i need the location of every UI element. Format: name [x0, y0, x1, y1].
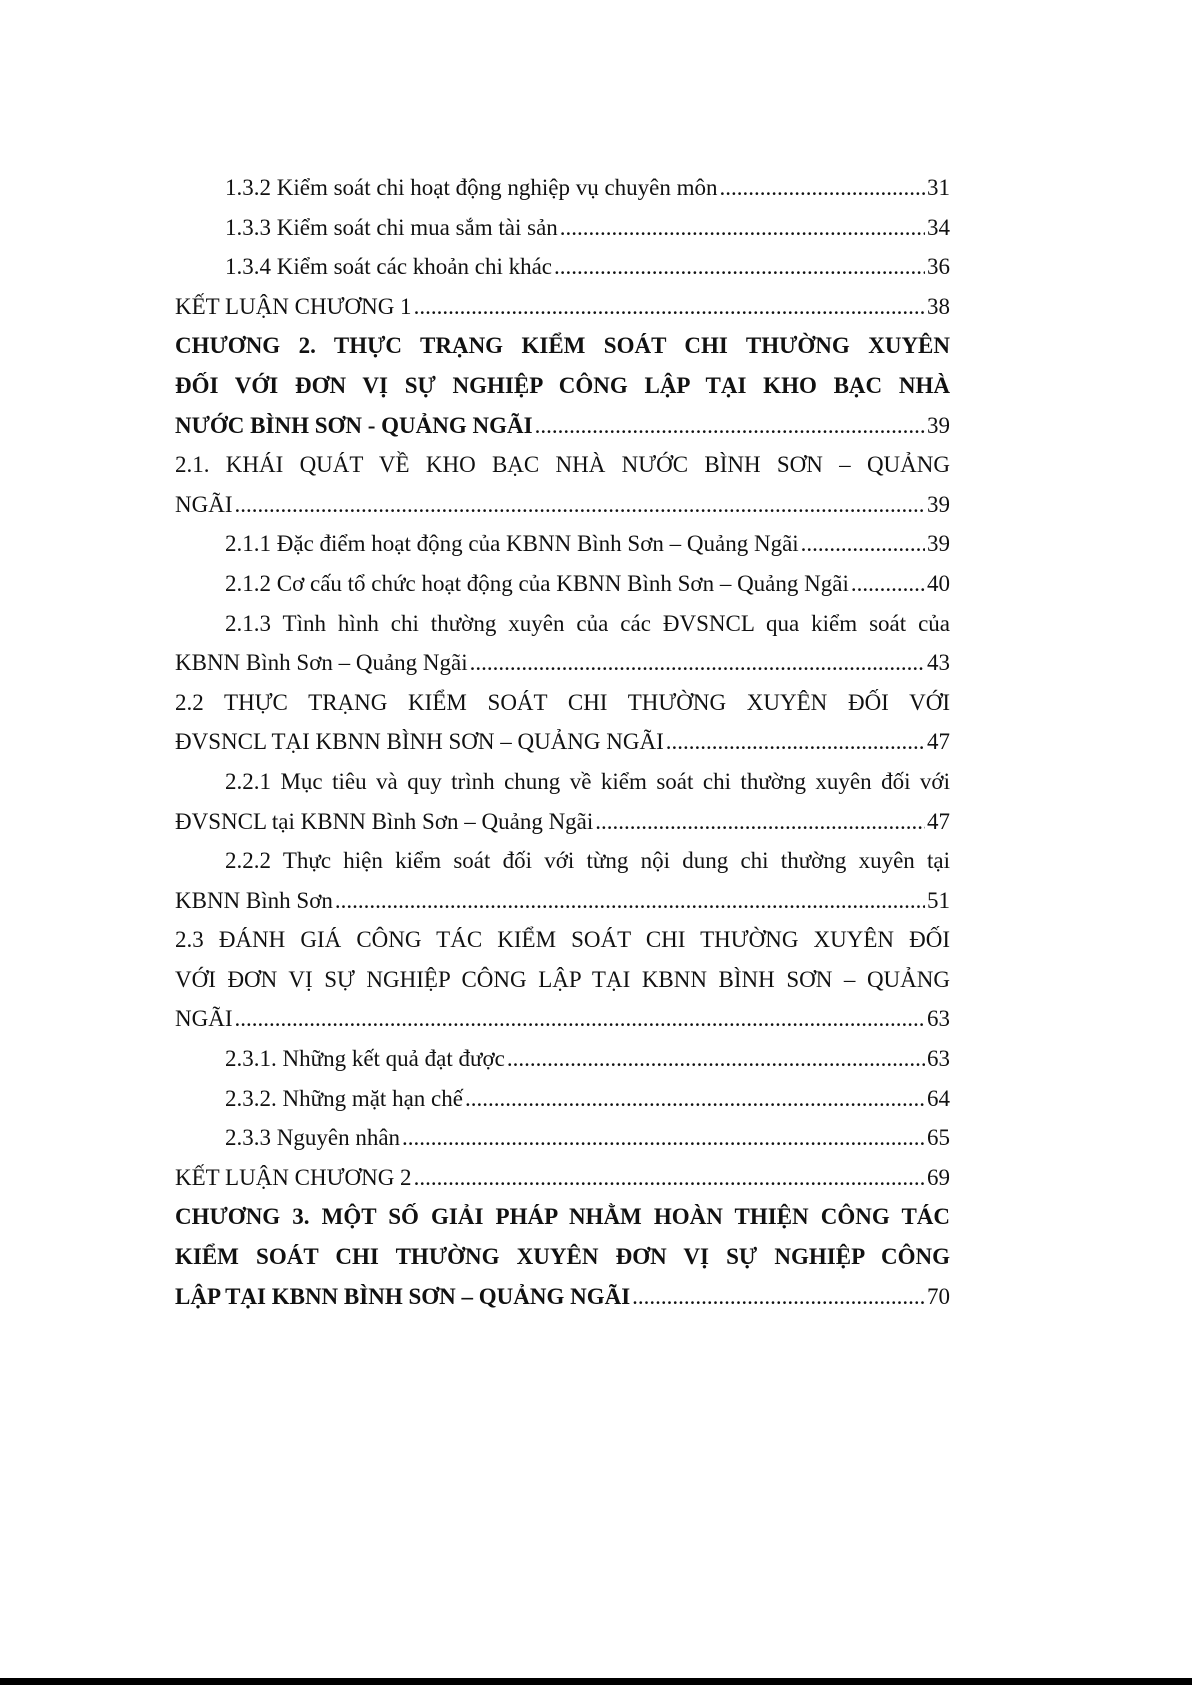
toc-entry-2-2 — [175, 722, 950, 762]
toc-page-number: 31 — [927, 175, 950, 200]
toc-page-number: 38 — [927, 293, 950, 319]
toc-page-number: 43 — [927, 650, 950, 676]
toc-section-2-3-line-2: VỚI ĐƠN VỊ SỰ NGHIỆP CÔNG LẬP TẠI KBNN BÌNH SƠN – QUẢNG — [175, 966, 950, 992]
dot-leader — [414, 1158, 925, 1198]
toc-entry-2-1 — [175, 485, 950, 525]
toc-entry-2-3 — [175, 999, 950, 1039]
toc-entry-1-3-3 — [175, 208, 950, 248]
toc-entry-2-2-2 — [175, 881, 950, 921]
toc-entry-1-3-2 — [175, 168, 950, 208]
toc-page-number: 40 — [927, 570, 950, 596]
dot-leader — [851, 564, 925, 604]
dot-leader — [560, 208, 925, 248]
dot-leader — [335, 881, 925, 921]
toc-page-number: 69 — [927, 1164, 950, 1190]
dot-leader — [535, 406, 925, 446]
toc-section-2-1-line-1: 2.1. KHÁI QUÁT VỀ KHO BẠC NHÀ NƯỚC BÌNH SƠN – QUẢNG — [175, 452, 950, 478]
toc-entry-2-3-1 — [175, 1039, 950, 1079]
toc-entry-text: KBNN Bình Sơn – Quảng Ngãi — [175, 650, 468, 676]
toc-entry-2-1-1 — [175, 524, 950, 564]
toc-page-number: 39 — [927, 531, 950, 557]
toc-entry-text: NƯỚC BÌNH SƠN - QUẢNG NGÃI — [175, 412, 533, 438]
dot-leader — [632, 1277, 925, 1317]
toc-entry-2-3-3 — [175, 1118, 950, 1158]
dot-leader — [402, 1118, 925, 1158]
dot-leader — [235, 999, 926, 1039]
toc-entry-text: LẬP TẠI KBNN BÌNH SƠN – QUẢNG NGÃI — [175, 1283, 631, 1309]
dot-leader — [666, 722, 925, 762]
toc-entry-text: 1.3.3 Kiểm soát chi mua sắm tài sản — [225, 214, 558, 240]
toc-chapter-2-line-1: CHƯƠNG 2. THỰC TRẠNG KIỂM SOÁT CHI THƯỜNG XUYÊN — [175, 333, 950, 359]
toc-entry-text: ĐVSNCL TẠI KBNN BÌNH SƠN – QUẢNG NGÃI — [175, 729, 664, 755]
bottom-edge-bar — [0, 1678, 1192, 1685]
toc-entry-chapter-3 — [175, 1277, 950, 1317]
toc-entry-2-1-2 — [175, 564, 950, 604]
toc-section-2-2-line-1: 2.2 THỰC TRẠNG KIỂM SOÁT CHI THƯỜNG XUYÊN ĐỐI VỚI — [175, 689, 950, 715]
toc-entry-text: KẾT LUẬN CHƯƠNG 1 — [175, 293, 412, 319]
toc-page-number: 36 — [927, 254, 950, 280]
toc-page-number: 64 — [927, 1085, 950, 1111]
toc-entry-text: 1.3.2 Kiểm soát chi hoạt động nghiệp vụ chuyên môn — [225, 175, 718, 200]
toc-entry-conclusion-chapter-2 — [175, 1158, 950, 1198]
dot-leader — [801, 524, 925, 564]
dot-leader — [554, 247, 925, 287]
toc-entry-text: 2.3.1. Những kết quả đạt được — [225, 1046, 505, 1072]
toc-entry-1-3-4 — [175, 247, 950, 287]
toc-entry-text: KBNN Bình Sơn — [175, 887, 333, 913]
dot-leader — [235, 485, 926, 525]
toc-page-number: 63 — [927, 1046, 950, 1072]
toc-page-number: 70 — [927, 1283, 950, 1309]
toc-section-2-1-3-line-1: 2.1.3 Tình hình chi thường xuyên của các ĐVSNCL qua kiểm soát của — [225, 610, 950, 636]
toc-section-2-2-2-line-1: 2.2.2 Thực hiện kiểm soát đối với từng nội dung chi thường xuyên tại — [225, 848, 950, 874]
toc-page-number: 47 — [927, 729, 950, 755]
dot-leader — [720, 168, 925, 208]
dot-leader — [465, 1079, 925, 1119]
toc-page-number: 34 — [927, 214, 950, 240]
toc-entry-text: KẾT LUẬN CHƯƠNG 2 — [175, 1164, 412, 1190]
toc-page-number: 51 — [927, 887, 950, 913]
toc-page-number: 39 — [927, 491, 950, 517]
toc-entry-2-2-1 — [175, 802, 950, 842]
toc-entry-text: NGÃI — [175, 1006, 233, 1032]
toc-chapter-3-line-2: KIỂM SOÁT CHI THƯỜNG XUYÊN ĐƠN VỊ SỰ NGHIỆP CÔNG — [175, 1244, 950, 1270]
toc-section-2-2-1-line-1: 2.2.1 Mục tiêu và quy trình chung về kiểm soát chi thường xuyên đối với — [225, 768, 950, 794]
dot-leader — [414, 287, 925, 327]
toc-entry-chapter-2 — [175, 406, 950, 446]
dot-leader — [595, 802, 925, 842]
dot-leader — [507, 1039, 925, 1079]
toc-page-number: 65 — [927, 1125, 950, 1151]
toc-page-number: 39 — [927, 412, 950, 438]
toc-entry-text: 2.1.1 Đặc điểm hoạt động của KBNN Bình Sơn – Quảng Ngãi — [225, 531, 799, 557]
toc-entry-2-1-3 — [175, 643, 950, 683]
toc-entry-conclusion-chapter-1 — [175, 287, 950, 327]
toc-page-number: 47 — [927, 808, 950, 834]
toc-entry-text: 2.3.3 Nguyên nhân — [225, 1125, 401, 1151]
toc-entry-text: ĐVSNCL tại KBNN Bình Sơn – Quảng Ngãi — [175, 808, 594, 834]
toc-entry-2-3-2 — [175, 1079, 950, 1119]
toc-page-number: 63 — [927, 1006, 950, 1032]
toc-section-2-3-line-1: 2.3 ĐÁNH GIÁ CÔNG TÁC KIỂM SOÁT CHI THƯỜNG XUYÊN ĐỐI — [175, 927, 950, 953]
toc-entry-text: NGÃI — [175, 491, 233, 517]
dot-leader — [470, 643, 925, 683]
table-of-contents — [175, 168, 950, 1316]
toc-chapter-3-line-1: CHƯƠNG 3. MỘT SỐ GIẢI PHÁP NHẰM HOÀN THIỆN CÔNG TÁC — [175, 1204, 950, 1230]
toc-entry-text: 2.3.2. Những mặt hạn chế — [225, 1085, 463, 1111]
toc-entry-text: 1.3.4 Kiểm soát các khoản chi khác — [225, 254, 552, 280]
toc-entry-text: 2.1.2 Cơ cấu tổ chức hoạt động của KBNN Bình Sơn – Quảng Ngãi — [225, 570, 849, 596]
toc-chapter-2-line-2: ĐỐI VỚI ĐƠN VỊ SỰ NGHIỆP CÔNG LẬP TẠI KHO BẠC NHÀ — [175, 372, 950, 398]
